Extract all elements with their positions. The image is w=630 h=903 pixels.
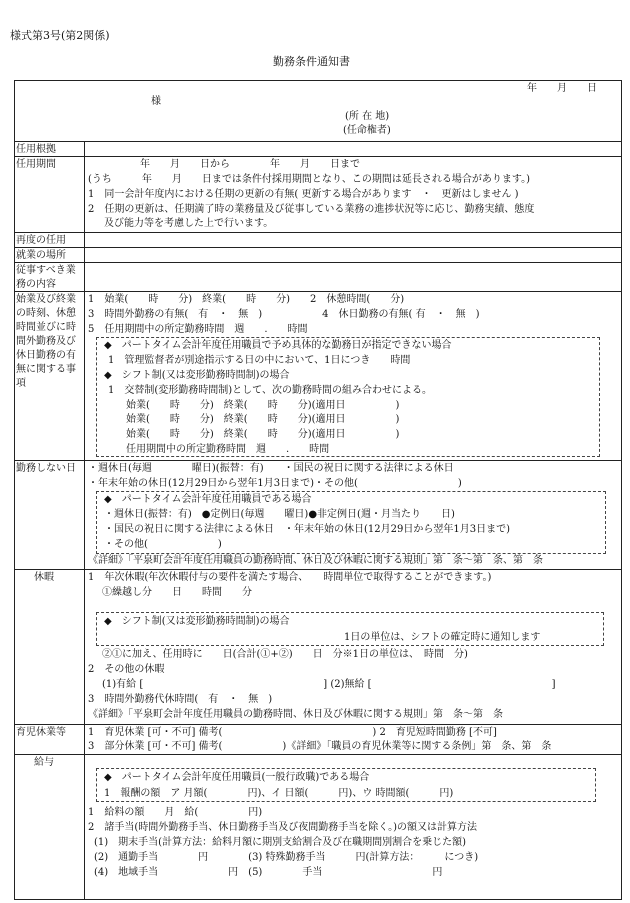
address-label: (所 在 地) xyxy=(345,111,390,122)
period-line: 1 同一会計年度内における任期の更新の有無( 更新する場合があります ・ 更新はしません ) xyxy=(88,189,519,200)
row-divider xyxy=(14,724,622,725)
period-line: (うち 年 月 日までは条件付採用期間となり、この期間は延長される場合があります。) xyxy=(88,174,531,185)
pay-box-line: ◆ パートタイム会計年度任用職員(一般行政職)である場合 xyxy=(104,772,370,783)
row-divider xyxy=(14,754,622,755)
pay-line: (2) 通勤手当 円 (3) 特殊勤務手当 円(計算方法： につき) xyxy=(94,852,479,863)
holidays-line: ・年末年始の休日(12月29日から翌年1月3日まで)・その他( ) xyxy=(88,478,462,489)
hours-box-line: 始業( 時 分) 終業( 時 分)(適用日 ) xyxy=(126,414,400,425)
hours-box-line: 1 交替制(変形勤務時間制)として、次の勤務時間の組み合わせによる。 xyxy=(108,385,432,396)
leave-line: 1 年次休暇(年次休暇付与の要件を満たす場合、 時間単位で取得することができます。) xyxy=(88,572,492,583)
date-line: 年 月 日 xyxy=(527,83,597,94)
pay-box-line: 1 報酬の額 ア 月額( 円)、イ 日額( 円)、ウ 時間額( 円) xyxy=(104,788,454,799)
row-divider xyxy=(14,156,622,157)
hours-line: 1 始業( 時 分) 終業( 時 分) 2 休憩時間( 分) xyxy=(88,294,405,305)
hours-line: 3 時間外勤務の有無( 有 ・ 無 ) 4 休日勤務の有無( 有 ・ 無 ) xyxy=(88,309,480,320)
hours-box-line: 任用期間中の所定勤務時間 週 . 時間 xyxy=(126,444,330,455)
leave-line: ①繰越し分 日 時間 分 xyxy=(102,587,252,598)
holidays-line: ・週休日(毎週 曜日)(振替：有) ・国民の祝日に関する法律による休日 xyxy=(88,463,454,474)
childcare-line: 3 部分休業 [可・不可] 備考( )《詳細》「職員の育児休業等に関する条例」第 条、第 条 xyxy=(88,741,552,752)
hours-line: 5 任用期間中の所定勤務時間 週 . 時間 xyxy=(88,324,308,335)
pay-line: (1) 期末手当(計算方法：給料月額に期別支給割合及び在職期間別割合を乗じた額) xyxy=(94,837,466,848)
label-hours: 始業及び終業の時刻、休憩時間並びに時間外勤務及び休日勤務の有無に関する事項 xyxy=(16,294,76,389)
row-divider xyxy=(14,291,622,292)
period-line: 年 月 日から 年 月 日まで xyxy=(140,159,360,170)
holidays-box-line: ◆ パートタイム会計年度任用職員である場合 xyxy=(104,494,312,505)
hours-box-line: ◆ パートタイム会計年度任用職員で予め具体的な勤務日が指定できない場合 xyxy=(104,340,452,351)
holidays-box-line: ・国民の祝日に関する法律による休日 ・年末年始の休日(12月29日から翌年1月3日まで) xyxy=(104,524,510,535)
hours-box-line: 始業( 時 分) 終業( 時 分)(適用日 ) xyxy=(126,429,400,440)
childcare-line: 1 育児休業 [可・不可] 備考( ) 2 育児短時間勤務 [不可] xyxy=(88,727,497,738)
period-line: 及び能力等を考慮した上で行います。 xyxy=(104,218,274,229)
row-divider xyxy=(14,247,622,248)
hours-box-line: ◆ シフト制(又は変形勤務時間制)の場合 xyxy=(104,370,290,381)
leave-line: 3 時間外勤務代休時間( 有 ・ 無 ) xyxy=(88,694,273,705)
label-workplace: 就業の場所 xyxy=(16,250,66,261)
row-divider xyxy=(14,460,622,461)
form-id: 様式第3号(第2関係) xyxy=(10,29,110,42)
period-line: 2 任期の更新は、任期満了時の業務量及び従事している業務の進捗状況等に応じ、勤務実績、態度 xyxy=(88,204,535,215)
addressee-suffix: 様 xyxy=(151,96,161,107)
label-reappointment: 再度の任用 xyxy=(16,235,66,246)
row-divider xyxy=(14,141,622,142)
holidays-detail: 《詳細》「平泉町会計年度任用職員の勤務時間、休日及び休暇に関する規則」第 条〜第 条、第 条 xyxy=(88,555,543,566)
leave-box-line: ◆ シフト制(又は変形勤務時間制)の場合 xyxy=(104,616,290,627)
document-title: 勤務条件通知書 xyxy=(273,55,350,68)
row-divider xyxy=(14,569,622,570)
leave-line: (1)有給 [ ] (2)無給 [ ] xyxy=(102,679,556,690)
leave-box-line: 1日の単位は、シフトの確定時に通知します xyxy=(344,632,541,643)
label-pay: 給与 xyxy=(34,757,54,768)
pay-line: 2 諸手当(時間外勤務手当、休日勤務手当及び夜間勤務手当を除く。)の額又は計算方法 xyxy=(88,822,477,833)
pay-line: 1 給料の額 月 給( 円) xyxy=(88,807,263,818)
leave-line: 2 その他の休暇 xyxy=(88,664,165,675)
column-divider xyxy=(84,141,85,900)
leave-line: ②①に加え、任用時に 日(合計(①+②) 日 分※1日の単位は、 時間 分) xyxy=(102,649,468,660)
label-period: 任用期間 xyxy=(16,159,56,170)
label-holidays: 勤務しない日 xyxy=(16,463,76,474)
authority-label: (任命権者) xyxy=(343,125,391,136)
pay-line: (4) 地域手当 円 (5) 手当 円 xyxy=(94,867,443,878)
holidays-box-line: ・その他( ) xyxy=(104,539,222,550)
holidays-box-line: ・週休日(振替：有) ●定例日(毎週 曜日)●非定例日(週・月当たり 日) xyxy=(104,509,455,520)
leave-line: 《詳細》「平泉町会計年度任用職員の勤務時間、休日及び休暇に関する規則」第 条〜第 条 xyxy=(88,709,503,720)
row-divider xyxy=(14,262,622,263)
row-divider xyxy=(14,232,622,233)
hours-box-line: 1 管理監督者が別途指示する日の中において、1日につき 時間 xyxy=(108,355,411,366)
label-childcare: 育児休業等 xyxy=(16,727,66,738)
label-leave: 休暇 xyxy=(34,572,54,583)
label-basis: 任用根拠 xyxy=(16,144,56,155)
hours-box-line: 始業( 時 分) 終業( 時 分)(適用日 ) xyxy=(126,400,400,411)
label-duties: 従事すべき業務の内容 xyxy=(16,265,76,290)
